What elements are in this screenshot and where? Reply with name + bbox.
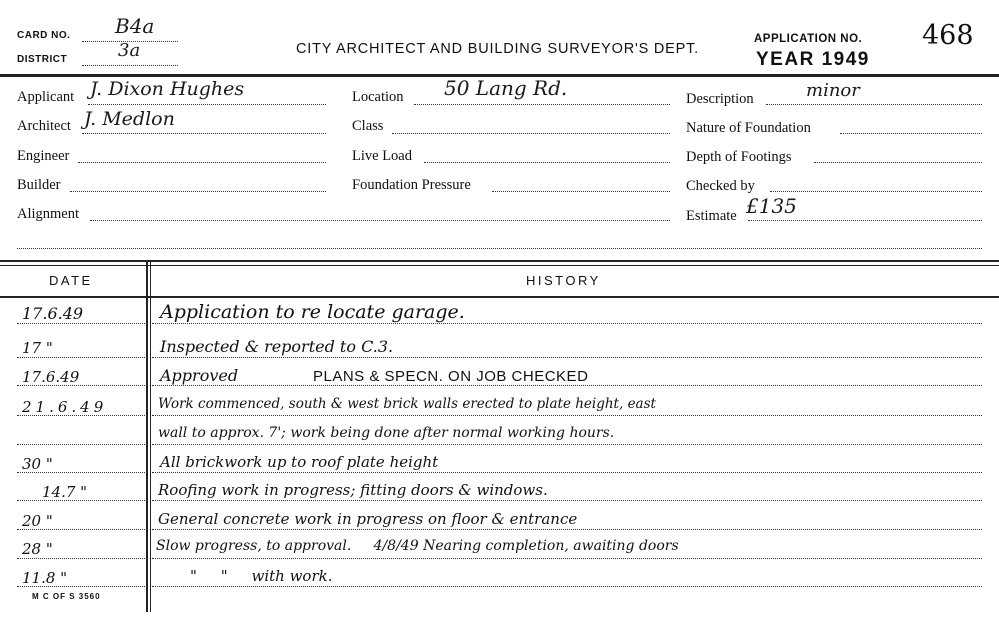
blank-line: [17, 248, 982, 249]
row-date: 17 ": [22, 339, 53, 357]
row-guide: [17, 558, 145, 559]
row-guide: [17, 323, 145, 324]
date-column-rule-2: [150, 262, 151, 612]
depth-of-footings-label: Depth of Footings: [686, 149, 792, 165]
description-label: Description: [686, 91, 754, 107]
date-column-rule: [146, 262, 148, 612]
row-history: Roofing work in progress; fitting doors & windows.: [158, 481, 548, 499]
row-guide: [152, 323, 982, 324]
depth-of-footings-line: [814, 162, 982, 163]
estimate-line: [748, 220, 982, 221]
row-date: 20 ": [22, 512, 53, 530]
estimate-value: £135: [746, 194, 797, 218]
location-label: Location: [352, 89, 404, 105]
district-value: 3a: [118, 40, 141, 61]
alignment-line: [90, 220, 670, 221]
class-label: Class: [352, 118, 384, 134]
row-history: Application to re locate garage.: [160, 301, 465, 323]
row-guide: [152, 385, 982, 386]
row-history: " " with work.: [190, 567, 333, 585]
live-load-label: Live Load: [352, 148, 412, 164]
row-guide: [152, 529, 982, 530]
history-column-header: HISTORY: [526, 273, 601, 288]
checked-by-line: [770, 191, 982, 192]
row-guide: [152, 472, 982, 473]
row-date: 30 ": [22, 455, 53, 473]
builder-label: Builder: [17, 177, 61, 193]
row-guide: [152, 500, 982, 501]
nature-of-foundation-line: [840, 133, 982, 134]
description-line: [766, 104, 982, 105]
year-label: YEAR 1949: [756, 49, 870, 70]
class-line: [392, 133, 670, 134]
applicant-value: J. Dixon Hughes: [90, 78, 245, 100]
card-no-value: B4a: [115, 14, 155, 38]
row-guide: [152, 357, 982, 358]
date-column-header: DATE: [49, 273, 93, 288]
nature-of-foundation-label: Nature of Foundation: [686, 120, 811, 136]
form-code: M C OF S 3560: [32, 592, 101, 601]
live-load-line: [424, 162, 670, 163]
row-date: 17.6.49: [22, 368, 80, 386]
district-label: DISTRICT: [17, 54, 68, 65]
foundation-pressure-line: [492, 191, 670, 192]
row-history: Work commenced, south & west brick walls erected to plate height, east: [158, 396, 656, 412]
row-history: Approved: [160, 366, 239, 385]
row-date: 21.6.49: [22, 398, 108, 416]
district-line: [82, 65, 178, 66]
description-value: minor: [806, 80, 860, 101]
row-guide: [17, 357, 145, 358]
card-no-label: CARD NO.: [17, 30, 71, 41]
foundation-pressure-label: Foundation Pressure: [352, 177, 471, 193]
row-date: 14.7 ": [42, 483, 88, 501]
estimate-label: Estimate: [686, 208, 737, 224]
row-history: Inspected & reported to C.3.: [160, 337, 394, 356]
row-date: 28 ": [22, 540, 53, 558]
row-guide: [152, 586, 982, 587]
engineer-line: [78, 162, 326, 163]
location-line: [414, 104, 670, 105]
architect-line: [82, 133, 326, 134]
alignment-label: Alignment: [17, 206, 80, 222]
row-history: wall to approx. 7'; work being done after normal working hours.: [158, 425, 615, 441]
row-guide: [17, 444, 145, 445]
architect-value: J. Medlon: [84, 108, 175, 130]
engineer-label: Engineer: [17, 148, 70, 164]
application-no-value: 468: [922, 20, 974, 51]
plans-checked-stamp: PLANS & SPECN. ON JOB CHECKED: [313, 368, 589, 385]
row-date: 17.6.49: [22, 304, 84, 323]
department-title: CITY ARCHITECT AND BUILDING SURVEYOR'S DEPT.: [296, 41, 699, 57]
row-guide: [152, 415, 982, 416]
location-value: 50 Lang Rd.: [444, 76, 568, 100]
builder-line: [70, 191, 326, 192]
row-guide: [152, 558, 982, 559]
row-history: Slow progress, to approval. 4/8/49 Nearing completion, awaiting doors: [156, 538, 679, 554]
row-history: General concrete work in progress on floor & entrance: [158, 510, 578, 528]
row-history: All brickwork up to roof plate height: [160, 453, 439, 471]
row-date: 11.8 ": [22, 569, 68, 587]
row-guide: [152, 444, 982, 445]
checked-by-label: Checked by: [686, 178, 755, 194]
application-no-label: APPLICATION NO.: [754, 33, 863, 45]
applicant-label: Applicant: [17, 89, 75, 105]
applicant-line: [88, 104, 326, 105]
architect-label: Architect: [17, 118, 71, 134]
